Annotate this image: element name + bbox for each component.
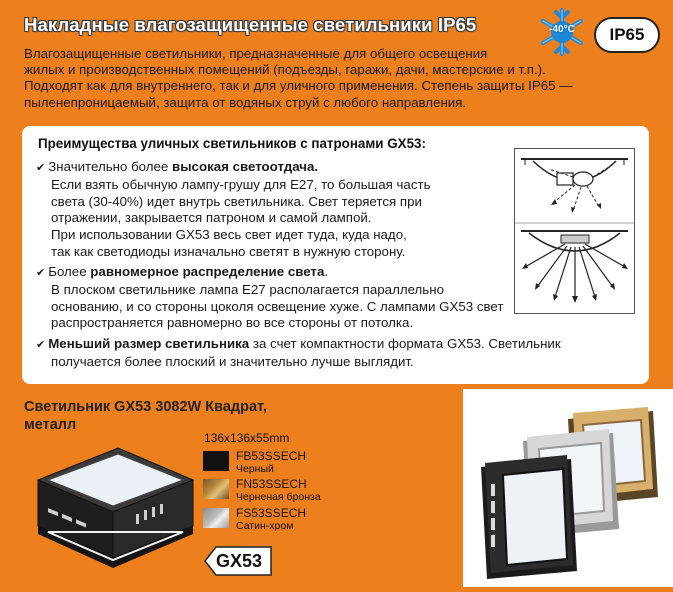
variant-code: FN53SSECH [236,477,307,491]
intro-line: Подходят как для внутреннего, так и для уличного применения. Степень защиты IP65 — [24,78,573,94]
advantage-highlight: высокая светоотдача. [172,159,319,174]
advantage-line: При использовании GX53 весь свет идет туда, куда надо, [51,227,407,243]
advantage-highlight: Меньший размер светильника [48,336,250,351]
temperature-label: -40°C [549,24,575,35]
intro-line: Влагозащищенные светильники, предназначенные для общего освещения [24,46,488,61]
advantage-line: получается более плоский и значительно лучше выглядит. [51,353,414,369]
swatch-chrome [203,508,229,528]
advantage-line: В плоском светильнике лампа E27 располагается параллельно [51,281,444,297]
advantage-highlight: равномерное распределение света [90,264,325,279]
variant-code: FB53SSECH [236,449,307,463]
product-dimensions: 136x136x55mm [204,431,290,445]
product-title-line: Светильник GX53 3082W Квадрат, [24,399,268,415]
ip-rating-badge: IP65 [594,17,660,53]
page-title: Накладные влагозащищенные светильники IP65 [24,14,477,35]
variant-code: FS53SSECH [236,506,307,520]
advantage-line: так как светодиоды изначально светят в нужную сторону. [51,243,406,259]
light-distribution-diagram [514,148,635,314]
check-icon: ✔ [36,267,46,279]
intro-text [24,46,664,111]
advantage-item [36,159,431,261]
advantage-lead: Более [48,264,91,279]
variant-name: Черный [236,463,274,475]
advantages-title: Преимущества уличных светильников с патронами GX53: [38,136,426,151]
advantage-item [36,336,561,371]
product-title [24,398,267,434]
advantage-tail: за счет компактности формата GX53. Светильник [249,336,561,351]
advantage-line: Если взять обычную лампу-грушу для E27, то большая часть [51,176,431,192]
advantage-lead: Значительно более [48,159,173,174]
product-lamp-image [18,440,198,580]
black-lamp-image [481,455,577,579]
advantages-panel [22,126,649,384]
check-icon: ✔ [36,339,46,351]
product-photo [463,389,673,587]
advantage-line: основанию, и со стороны цоколя освещение хуже. С лампами GX53 свет [51,298,504,314]
intro-line: жилых и производственных помещений (подъезды, гаражи, дачи, мастерские и т.п.). [24,62,546,78]
advantage-line: отражении, закрывается патроном и самой лампой. [51,210,372,226]
check-icon: ✔ [36,162,46,174]
variant-name: Сатин-хром [236,520,294,532]
advantage-item [36,264,503,332]
intro-line: пыленепроницаемый, защита от водяных струй с любого направления. [24,94,467,110]
product-title-line: металл [24,417,77,433]
gx53-diagram [521,231,628,303]
socket-label: GX53 [215,551,263,571]
variant-name: Черненая бронза [236,491,321,503]
advantage-tail: . [324,264,329,279]
swatch-bronze [203,479,229,499]
advantage-line: распространяется равномерно во все стороны от потолка. [51,315,414,331]
swatch-black [203,451,229,471]
e27-diagram [521,159,628,213]
advantage-line: света (30-40%) идет внутрь светильника. Свет теряется при [51,193,422,209]
